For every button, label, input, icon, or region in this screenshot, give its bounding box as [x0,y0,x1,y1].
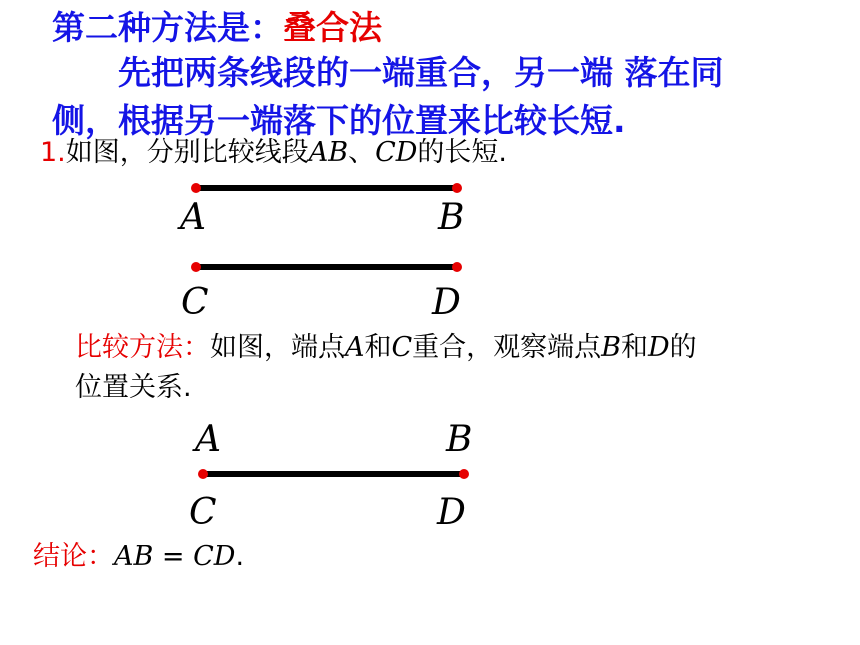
method-text-b: 和 [364,332,392,363]
problem-seg-2: CD [375,137,418,168]
problem-text-a: 如图，分别比较线段 [65,137,309,168]
endpoint-bd [459,469,469,479]
conclusion-label: 结论： [33,541,114,572]
label2-b: B [446,419,473,460]
method-point-1: A [345,332,365,363]
label-a: A [180,197,206,238]
method-label: 比较方法： [75,332,210,363]
label2-d: D [437,492,466,533]
problem-number: 1. [40,137,66,168]
method-text-d: 和 [621,332,649,363]
conclusion-end: . [235,541,245,572]
endpoint-d [452,262,462,272]
intro-line-2: 先把两条线段的一端重合，另一端 落在同 [118,53,724,92]
intro-line-3: 侧，根据另一端落下的位置来比较长短. [52,101,626,140]
method-text-a: 如图，端点 [210,332,345,363]
problem-sep: 、 [348,137,376,168]
conclusion-op: = [153,541,194,572]
method-text-c: 重合，观察端点 [412,332,602,363]
method-point-2: C [391,332,413,363]
endpoint-ac [198,469,208,479]
method-text-e: 的 [669,332,697,363]
endpoint-a [191,183,201,193]
intro-title-method: 叠合法 [283,8,382,47]
method-line-2: 位置关系. [75,372,192,403]
conclusion [33,540,244,574]
label2-c: C [189,492,217,533]
conclusion-seg-2: CD [193,541,236,572]
problem-seg-1: AB [308,137,349,168]
method-line-1 [75,331,697,365]
label-b: B [438,197,465,238]
intro-title-label: 第二种方法是： [52,8,283,47]
problem-text-b: 的长短. [417,137,508,168]
method-point-4: D [648,332,670,363]
endpoint-b [452,183,462,193]
conclusion-seg-1: AB [114,541,154,572]
label-d: D [432,282,461,323]
endpoint-c [191,262,201,272]
method-point-3: B [601,332,622,363]
label-c: C [181,282,209,323]
label2-a: A [195,419,221,460]
